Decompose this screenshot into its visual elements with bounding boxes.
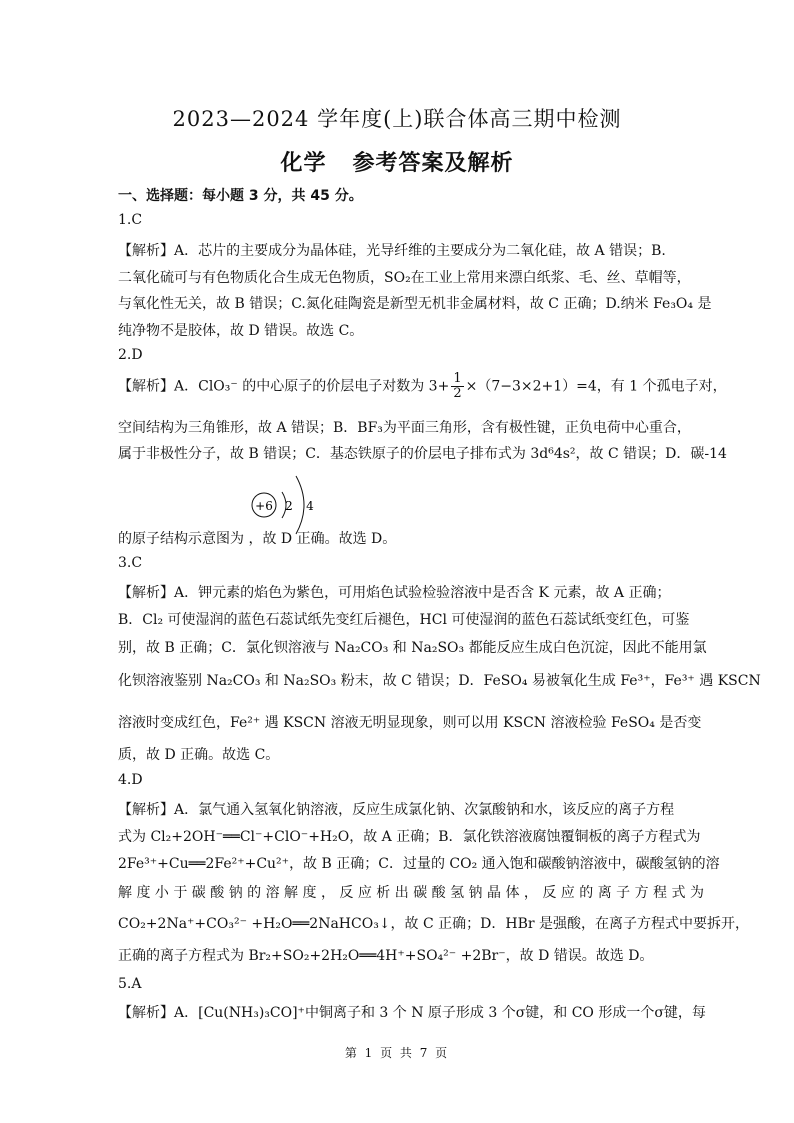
explanation-line: 正确的离子方程式为 Br₂+SO₂+2H₂O══4H⁺+SO₄²⁻ +2Br⁻，故 D 错误。故选 D。: [118, 948, 654, 964]
explanation-line: 溶液时变成红色，Fe²⁺ 遇 KSCN 溶液无明显现象，则可以用 KSCN 溶液检验 FeSO₄ 是否变: [118, 715, 702, 731]
question-number: 3.C: [118, 555, 143, 571]
line-text-before-fraction: 【解析】A．ClO₃⁻ 的中心原子的价层电子对数为 3+: [118, 378, 450, 395]
shell-electrons-first: 2: [285, 499, 293, 513]
explanation-line: 质，故 D 正确。故选 C。: [118, 747, 280, 763]
explanation-line: 的原子结构示意图为 ，故 D 正确。故选 D。: [118, 531, 397, 547]
page-subtitle: [0, 146, 794, 177]
explanation-line: 【解析】A．钾元素的焰色为紫色，可用焰色试验检验溶液中是否含 K 元素，故 A 正确；: [118, 585, 671, 601]
question-number: 2.D: [118, 347, 143, 363]
explanation-line: 别，故 B 正确；C．氯化钡溶液与 Na₂CO₃ 和 Na₂SO₃ 都能反应生成白色沉淀，因此不能用氯: [118, 640, 707, 656]
section-heading: 一、选择题：每小题 3 分，共 45 分。: [118, 188, 363, 204]
explanation-line: CO₂+2Na⁺+CO₃²⁻ +H₂O══2NaHCO₃↓，故 C 正确；D．HBr 是强酸，在离子方程式中要拆开，: [118, 916, 750, 932]
explanation-line: 二氧化硫可与有色物质化合生成无色物质，SO₂在工业上常用来漂白纸浆、毛、丝、草帽等，: [118, 270, 691, 286]
explanation-line: 解 度 小 于 碳 酸 钠 的 溶 解 度 ， 反 应 析 出 碳 酸 氢 钠 晶 体 ， 反 应 的 离 子 方 程 式 为: [118, 885, 704, 901]
shell-electrons-second: 4: [306, 499, 314, 513]
fraction-denominator: 2: [453, 386, 462, 401]
explanation-line: 化钡溶液鉴别 Na₂CO₃ 和 Na₂SO₃ 粉末，故 C 错误；D．FeSO₄ 易被氧化生成 Fe³⁺，Fe³⁺ 遇 KSCN: [118, 673, 761, 689]
explanation-line: B．Cl₂ 可使湿润的蓝色石蕊试纸先变红后褪色，HCl 可使湿润的蓝色石蕊试纸变红色，可鉴: [118, 612, 690, 628]
page-title: 2023—2024 学年度(上)联合体高三期中检测: [172, 107, 622, 131]
explanation-line: 与氧化性无关，故 B 错误；C.氮化硅陶瓷是新型无机非金属材料，故 C 正确；D.纳米 Fe₃O₄ 是: [118, 296, 712, 312]
explanation-line: 【解析】A．芯片的主要成分为晶体硅，光导纤维的主要成分为二氧化硅，故 A 错误；B.: [118, 243, 666, 259]
answer-heading: 参考答案及解析: [352, 151, 514, 176]
shell-arc-outer: [296, 476, 304, 534]
explanation-line: 纯净物不是胶体，故 D 错误。故选 C。: [118, 323, 364, 339]
explanation-line: 式为 Cl₂+2OH⁻══Cl⁻+ClO⁻+H₂O，故 A 正确；B．氯化铁溶液腐蚀覆铜板的离子方程式为: [118, 829, 701, 845]
question-number: 5.A: [118, 976, 142, 992]
fraction-numerator: 1: [453, 371, 462, 386]
line-text-after-fraction: ×（7−3×2+1）=4，有 1 个孤电子对，: [465, 378, 727, 395]
nucleus-charge: +6: [255, 499, 273, 513]
explanation-line: 【解析】A．氯气通入氢氧化钠溶液，反应生成氯化钠、次氯酸钠和水，该反应的离子方程: [118, 802, 675, 818]
explanation-line: 2Fe³⁺+Cu══2Fe²⁺+Cu²⁺，故 B 正确；C．过量的 CO₂ 通入饱和碳酸钠溶液中，碳酸氢钠的溶: [118, 856, 720, 872]
question-number: 1.C: [118, 212, 143, 228]
page-footer: 第 1 页 共 7 页: [344, 1046, 450, 1060]
explanation-line: 空间结构为三角锥形，故 A 错误；B．BF₃为平面三角形，含有极性键，正负电荷中心重合，: [118, 420, 691, 436]
explanation-line: 【解析】A．[Cu(NH₃)₃CO]⁺中铜离子和 3 个 N 原子形成 3 个σ键，和 CO 形成一个σ键，每: [118, 1005, 706, 1021]
explanation-line-with-fraction: [118, 371, 727, 401]
subject-label: 化学: [280, 151, 327, 176]
explanation-line: 属于非极性分子，故 B 错误；C．基态铁原子的价层电子排布式为 3d⁶4s²，故 C 错误；D．碳-14: [118, 446, 727, 462]
fraction: [451, 372, 463, 401]
question-number: 4.D: [118, 772, 143, 788]
